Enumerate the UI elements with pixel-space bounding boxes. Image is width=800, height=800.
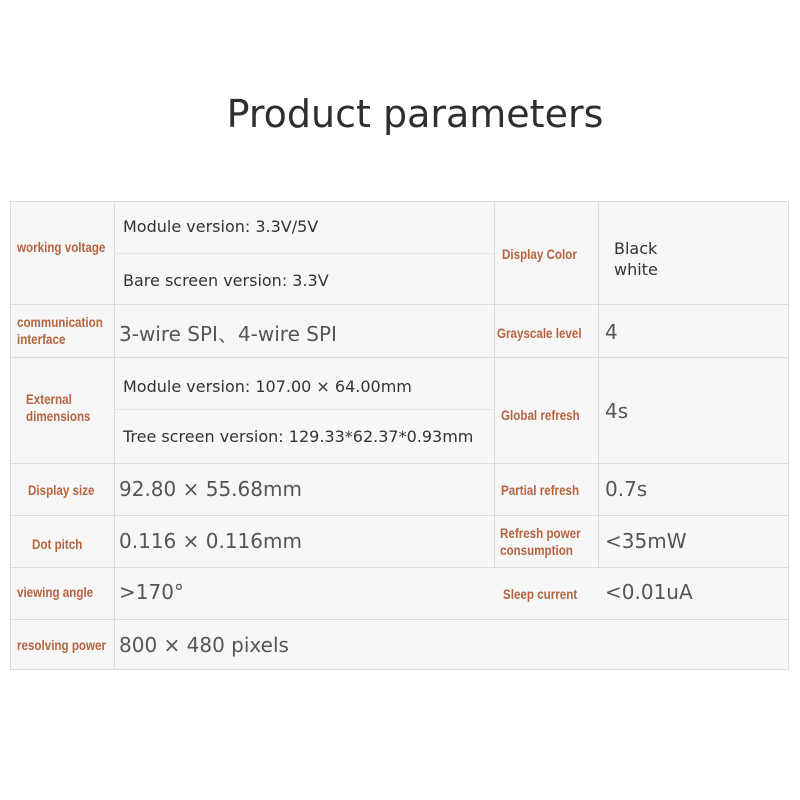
column-divider (114, 202, 115, 670)
value-partial-refresh: 0.7s (605, 477, 648, 501)
value-display-size: 92.80 × 55.68mm (119, 477, 302, 501)
value-refresh-power-consumption: <35mW (605, 529, 687, 553)
parameters-table (10, 201, 789, 670)
row-divider (11, 567, 789, 568)
value-working-voltage-module: Module version: 3.3V/5V (123, 216, 319, 236)
value-external-dimensions-module: Module version: 107.00 × 64.00mm (123, 376, 412, 396)
label-communication-interface: communication interface (17, 315, 103, 347)
label-working-voltage: working voltage (17, 239, 106, 255)
value-viewing-angle: >170° (119, 580, 184, 604)
value-grayscale-level: 4 (605, 320, 618, 344)
label-resolving-power: resolving power (17, 637, 107, 653)
value-external-dimensions-tree: Tree screen version: 129.33*62.37*0.93mm (123, 426, 474, 446)
label-grayscale-level: Grayscale level (497, 325, 582, 341)
label-refresh-power-consumption: Refresh power consumption (500, 526, 581, 558)
row-divider (11, 619, 789, 620)
label-dot-pitch: Dot pitch (32, 536, 83, 552)
value-global-refresh: 4s (605, 399, 629, 423)
page-title: Product parameters (226, 92, 604, 136)
column-divider (494, 202, 495, 567)
sub-row-divider (114, 253, 494, 254)
value-sleep-current: <0.01uA (605, 580, 693, 604)
label-sleep-current: Sleep current (503, 586, 578, 602)
label-viewing-angle: viewing angle (17, 584, 94, 600)
label-display-size: Display size (28, 482, 95, 498)
label-external-dimensions: External dimensions (26, 392, 91, 424)
sub-row-divider (114, 409, 494, 410)
row-divider (11, 463, 789, 464)
row-divider (11, 515, 789, 516)
value-communication-interface: 3-wire SPI、4-wire SPI (119, 321, 337, 346)
label-partial-refresh: Partial refresh (501, 482, 580, 498)
row-divider (11, 304, 789, 305)
value-working-voltage-bare: Bare screen version: 3.3V (123, 270, 329, 290)
value-display-color: Black white (614, 239, 658, 279)
label-global-refresh: Global refresh (501, 407, 580, 423)
label-display-color: Display Color (502, 246, 577, 262)
value-resolving-power: 800 × 480 pixels (119, 633, 289, 657)
row-divider (11, 357, 789, 358)
column-divider (598, 202, 599, 567)
value-dot-pitch: 0.116 × 0.116mm (119, 529, 302, 553)
